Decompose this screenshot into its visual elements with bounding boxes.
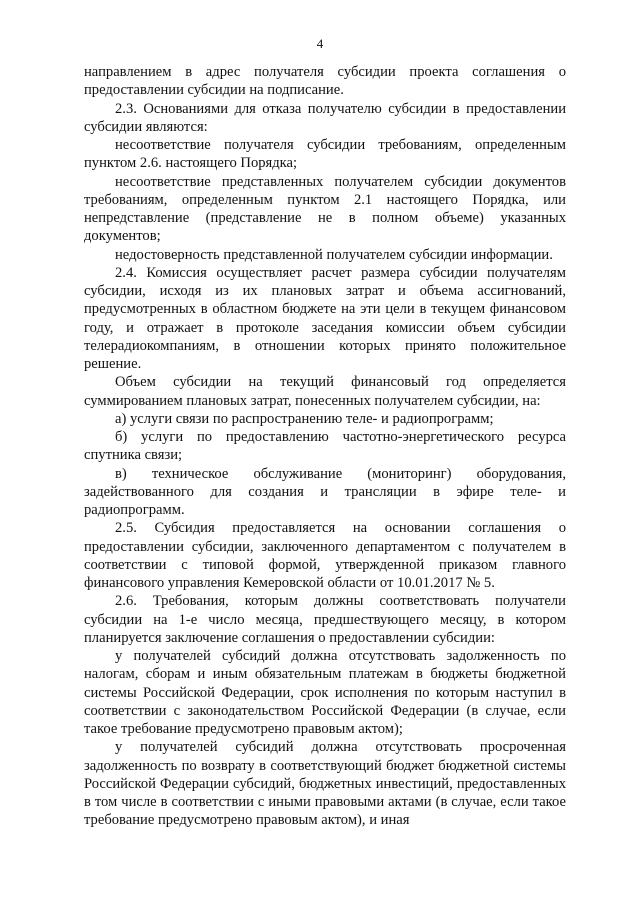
paragraph: 2.4. Комиссия осуществляет расчет размера субсидии получателям субсидии, исходя из их плановых затрат и объема ассигнований, предусмотренных в областном бюджете на эти цели в текущем финансовом году, и отражает в протоколе заседания комиссии объем субсидии телерадиокомпаниям, в отношении которых принято положительное решение. [84, 264, 566, 372]
paragraph: в) техническое обслуживание (мониторинг) оборудования, задействованного для создания и трансляции в эфире теле- и радиопрограмм. [84, 465, 566, 518]
paragraph: у получателей субсидий должна отсутствовать задолженность по налогам, сборам и иным обязательным платежам в бюджеты бюджетной системы Российской Федерации, срок исполнения по которым наступил в соответствии с законодательством Российской Федерации (в случае, если такое требование предусмотрено правовым актом); [84, 648, 566, 737]
paragraph: 2.3. Основаниями для отказа получателю субсидии в предоставлении субсидии являются: [84, 100, 566, 135]
paragraph: Объем субсидии на текущий финансовый год определяется суммированием плановых затрат, понесенных получателем субсидии, на: [84, 374, 566, 409]
paragraph: несоответствие представленных получателем субсидии документов требованиям, определенным пунктом 2.1 настоящего Порядка, или непредставление (представление не в полном объеме) указанных документов; [84, 173, 566, 245]
paragraph: направлением в адрес получателя субсидии проекта соглашения о предоставлении субсидии на подписание. [84, 64, 566, 99]
paragraph: б) услуги по предоставлению частотно-энергетического ресурса спутника связи; [84, 429, 566, 464]
paragraph: у получателей субсидий должна отсутствовать просроченная задолженность по возврату в соответствующий бюджет бюджетной системы Российской Федерации субсидий, бюджетных инвестиций, предоставленных в том числе в соответствии с иными правовыми актами (в случае, если такое требование предусмотрено правовым актом), и иная [84, 739, 566, 829]
paragraph: несоответствие получателя субсидии требованиям, определенным пунктом 2.6. настоящего Порядка; [84, 137, 566, 172]
paragraph: а) услуги связи по распространению теле- и радиопрограмм; [115, 410, 494, 427]
document-body [84, 63, 566, 830]
paragraph: 2.5. Субсидия предоставляется на основании соглашения о предоставлении субсидии, заключенного департаментом с получателем в соответствии с типовой формой, утвержденной приказом главного финансового управления Кемеровской области от 10.01.2017 № 5. [84, 520, 566, 591]
page-number: 4 [316, 36, 324, 51]
paragraph: недостоверность представленной получателем субсидии информации. [115, 246, 553, 263]
paragraph: 2.6. Требования, которым должны соответствовать получатели субсидии на 1-е число месяца, предшествующего месяцу, в котором планируется заключение соглашения о предоставлении субсидии: [84, 593, 566, 646]
